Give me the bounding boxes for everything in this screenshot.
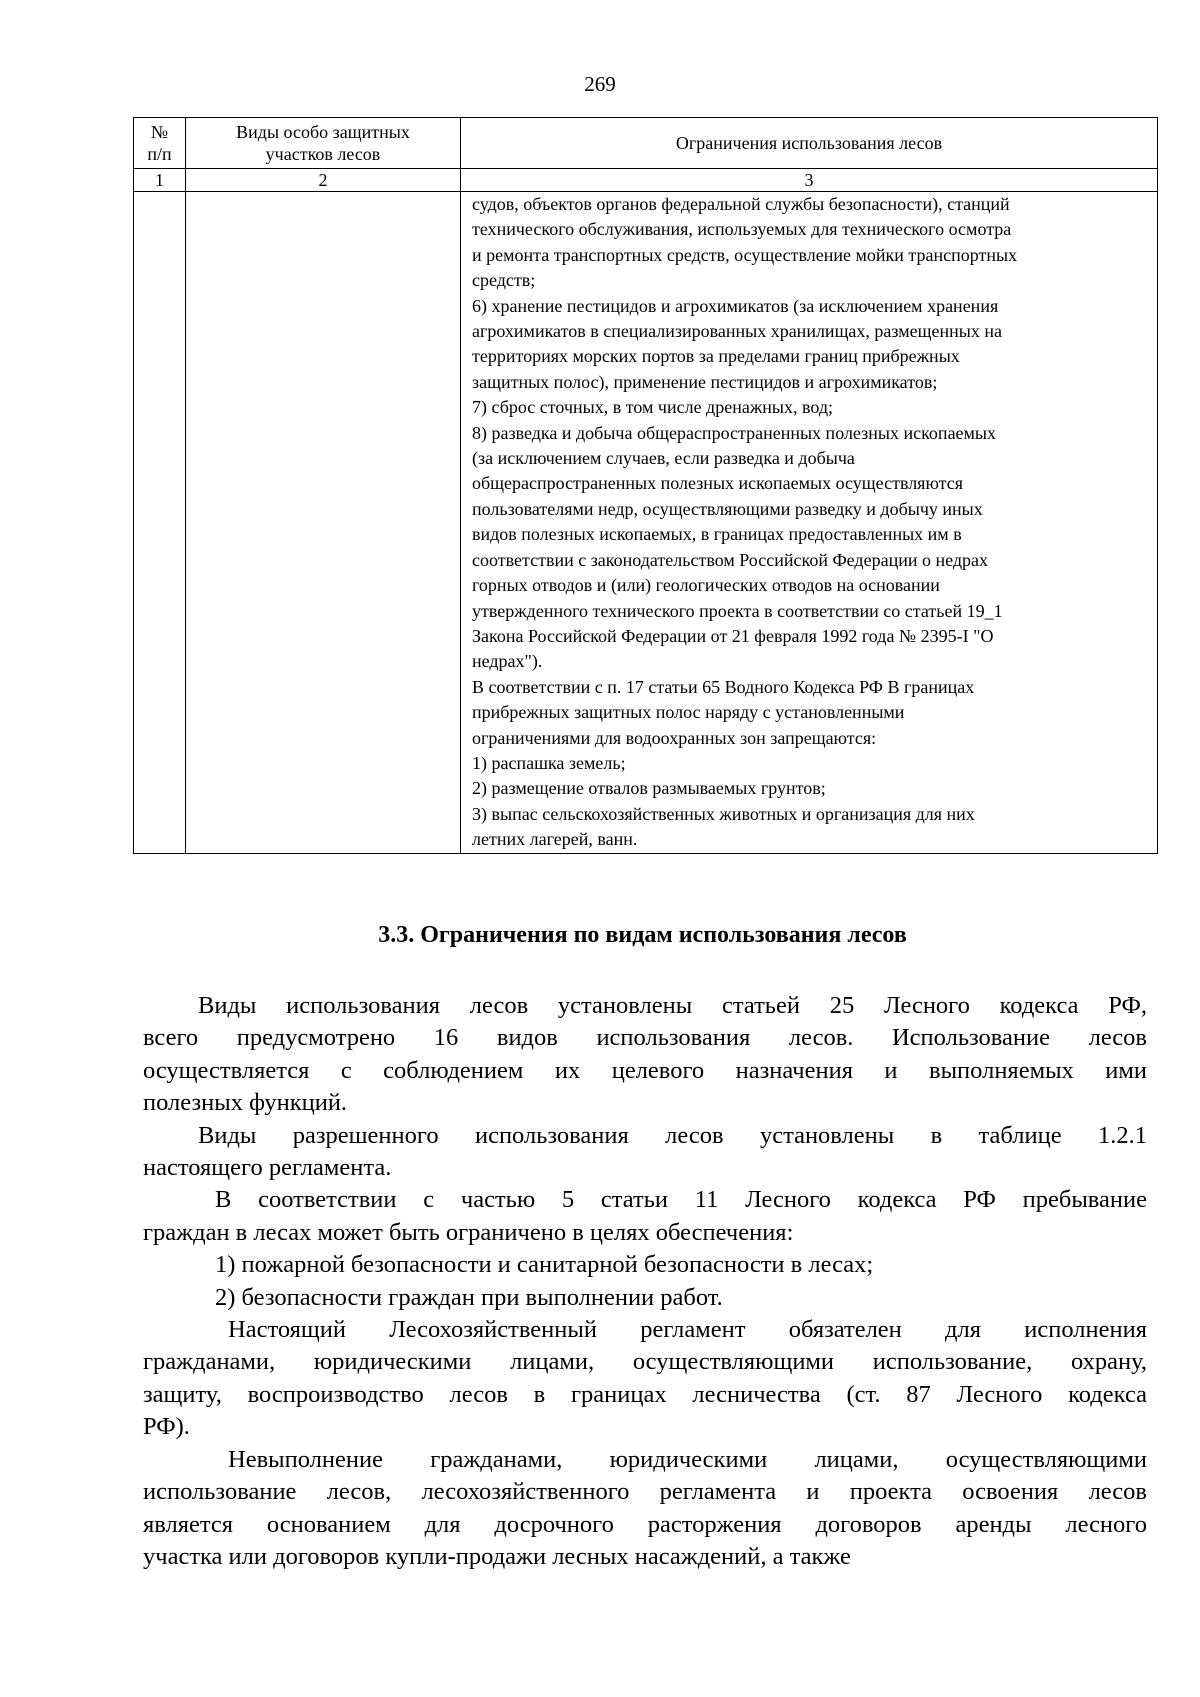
paragraph	[143, 1282, 1147, 1314]
paragraph	[143, 990, 1147, 1120]
paragraph-line: 2) безопасности граждан при выполнении работ.	[215, 1283, 723, 1311]
paragraph-line: защиту, воспроизводство лесов в границах лесничества (ст. 87 Лесного кодекса	[143, 1380, 1147, 1408]
section-title: 3.3. Ограничения по видам использования лесов	[378, 922, 907, 948]
column-number: 3	[461, 169, 1158, 192]
restriction-line: средств;	[472, 270, 536, 291]
paragraph	[143, 1314, 1147, 1444]
header-area-types-line: участков лесов	[265, 144, 381, 164]
header-number-line: №	[150, 122, 169, 142]
paragraph-line: 1) пожарной безопасности и санитарной безопасности в лесах;	[215, 1251, 874, 1279]
restriction-line: ограничениями для водоохранных зон запрещаются:	[472, 727, 877, 748]
paragraph-line: Виды использования лесов установлены статьей 25 Лесного кодекса РФ,	[198, 992, 1147, 1019]
restriction-line: В соответствии с п. 17 статьи 65 Водного Кодекса РФ В границах	[472, 676, 975, 697]
paragraph-line: В соответствии с частью 5 статьи 11 Лесного кодекса РФ пребывание	[215, 1186, 1147, 1214]
paragraph-line: полезных функций.	[143, 1089, 348, 1117]
restrictions-table	[133, 117, 1158, 854]
page-number: 269	[584, 72, 616, 96]
paragraph-line: настоящего регламента.	[143, 1154, 392, 1182]
cell-area-type	[186, 192, 461, 854]
header-number	[134, 118, 186, 169]
restriction-line: видов полезных ископаемых, в границах предоставленных им в	[472, 524, 962, 545]
restriction-line: агрохимикатов в специализированных хранилищах, размещенных на	[472, 321, 1002, 342]
paragraph-line: осуществляется с соблюдением их целевого назначения и выполняемых ими	[143, 1056, 1147, 1084]
paragraph-line: РФ).	[143, 1413, 190, 1441]
restriction-line: территориях морских портов за пределами границ прибрежных	[472, 346, 960, 367]
paragraph-line: гражданами, юридическими лицами, осуществляющими использование, охрану,	[143, 1348, 1147, 1376]
paragraph-line: участка или договоров купли-продажи лесных насаждений, а также	[143, 1542, 851, 1570]
restriction-line: общераспространенных полезных ископаемых осуществляются	[472, 473, 964, 494]
cell-number	[134, 192, 186, 854]
paragraph-line: является основанием для досрочного расторжения договоров аренды лесного	[143, 1510, 1147, 1538]
column-number: 2	[186, 169, 461, 192]
restriction-line: горных отводов и (или) геологических отводов на основании	[472, 575, 940, 596]
paragraph-line: Невыполнение гражданами, юридическими лицами, осуществляющими	[228, 1445, 1147, 1473]
table-header-row	[134, 118, 1158, 169]
restriction-line: 6) хранение пестицидов и агрохимикатов (за исключением хранения	[472, 295, 999, 316]
paragraph-line: всего предусмотрено 16 видов использования лесов. Использование лесов	[143, 1024, 1147, 1052]
header-area-types	[186, 118, 461, 169]
restriction-line: Закона Российской Федерации от 21 февраля 1992 года № 2395-I "О	[472, 625, 994, 646]
paragraph	[143, 1120, 1147, 1185]
body-text	[143, 990, 1147, 1573]
restriction-line: (за исключением случаев, если разведка и добыча	[472, 448, 855, 469]
column-number-row	[134, 169, 1158, 192]
cell-restrictions	[461, 192, 1158, 854]
restriction-line: и ремонта транспортных средств, осуществление мойки транспортных	[472, 244, 1018, 265]
header-restrictions	[461, 118, 1158, 169]
header-restrictions-line: Ограничения использования лесов	[675, 133, 943, 153]
paragraph-line: граждан в лесах может быть ограничено в целях обеспечения:	[143, 1218, 794, 1246]
restriction-line: утвержденного технического проекта в соответствии со статьей 19_1	[472, 600, 1003, 621]
paragraph-line: Настоящий Лесохозяйственный регламент обязателен для исполнения	[228, 1316, 1147, 1344]
table-row	[134, 192, 1158, 854]
restriction-line: 2) размещение отвалов размываемых грунтов;	[472, 778, 826, 799]
header-number-line: п/п	[147, 144, 172, 164]
restriction-line: летних лагерей, ванн.	[472, 829, 638, 850]
restriction-line: 1) распашка земель;	[472, 752, 626, 773]
header-area-types-line: Виды особо защитных	[236, 122, 410, 142]
paragraph	[143, 1444, 1147, 1574]
restriction-line: 8) разведка и добыча общераспространенных полезных ископаемых	[472, 422, 997, 443]
restriction-line: технического обслуживания, используемых для технического осмотра	[472, 219, 1012, 240]
column-number: 1	[134, 169, 186, 192]
restriction-line: прибрежных защитных полос наряду с установленными	[472, 702, 905, 723]
restriction-line: защитных полос), применение пестицидов и агрохимикатов;	[472, 371, 938, 392]
restriction-line: пользователями недр, осуществляющими разведку и добычу иных	[472, 498, 983, 519]
restriction-line: 3) выпас сельскохозяйственных животных и организация для них	[472, 803, 975, 824]
restriction-line: недрах").	[472, 651, 543, 672]
restriction-line: 7) сброс сточных, в том числе дренажных, вод;	[472, 397, 834, 418]
paragraph	[143, 1249, 1147, 1281]
paragraph-line: использование лесов, лесохозяйственного регламента и проекта освоения лесов	[143, 1478, 1147, 1506]
paragraph-line: Виды разрешенного использования лесов установлены в таблице 1.2.1	[198, 1121, 1147, 1149]
restriction-line: соответствии с законодательством Российской Федерации о недрах	[472, 549, 988, 570]
restriction-line: судов, объектов органов федеральной службы безопасности), станций	[472, 194, 1010, 214]
paragraph	[143, 1184, 1147, 1249]
